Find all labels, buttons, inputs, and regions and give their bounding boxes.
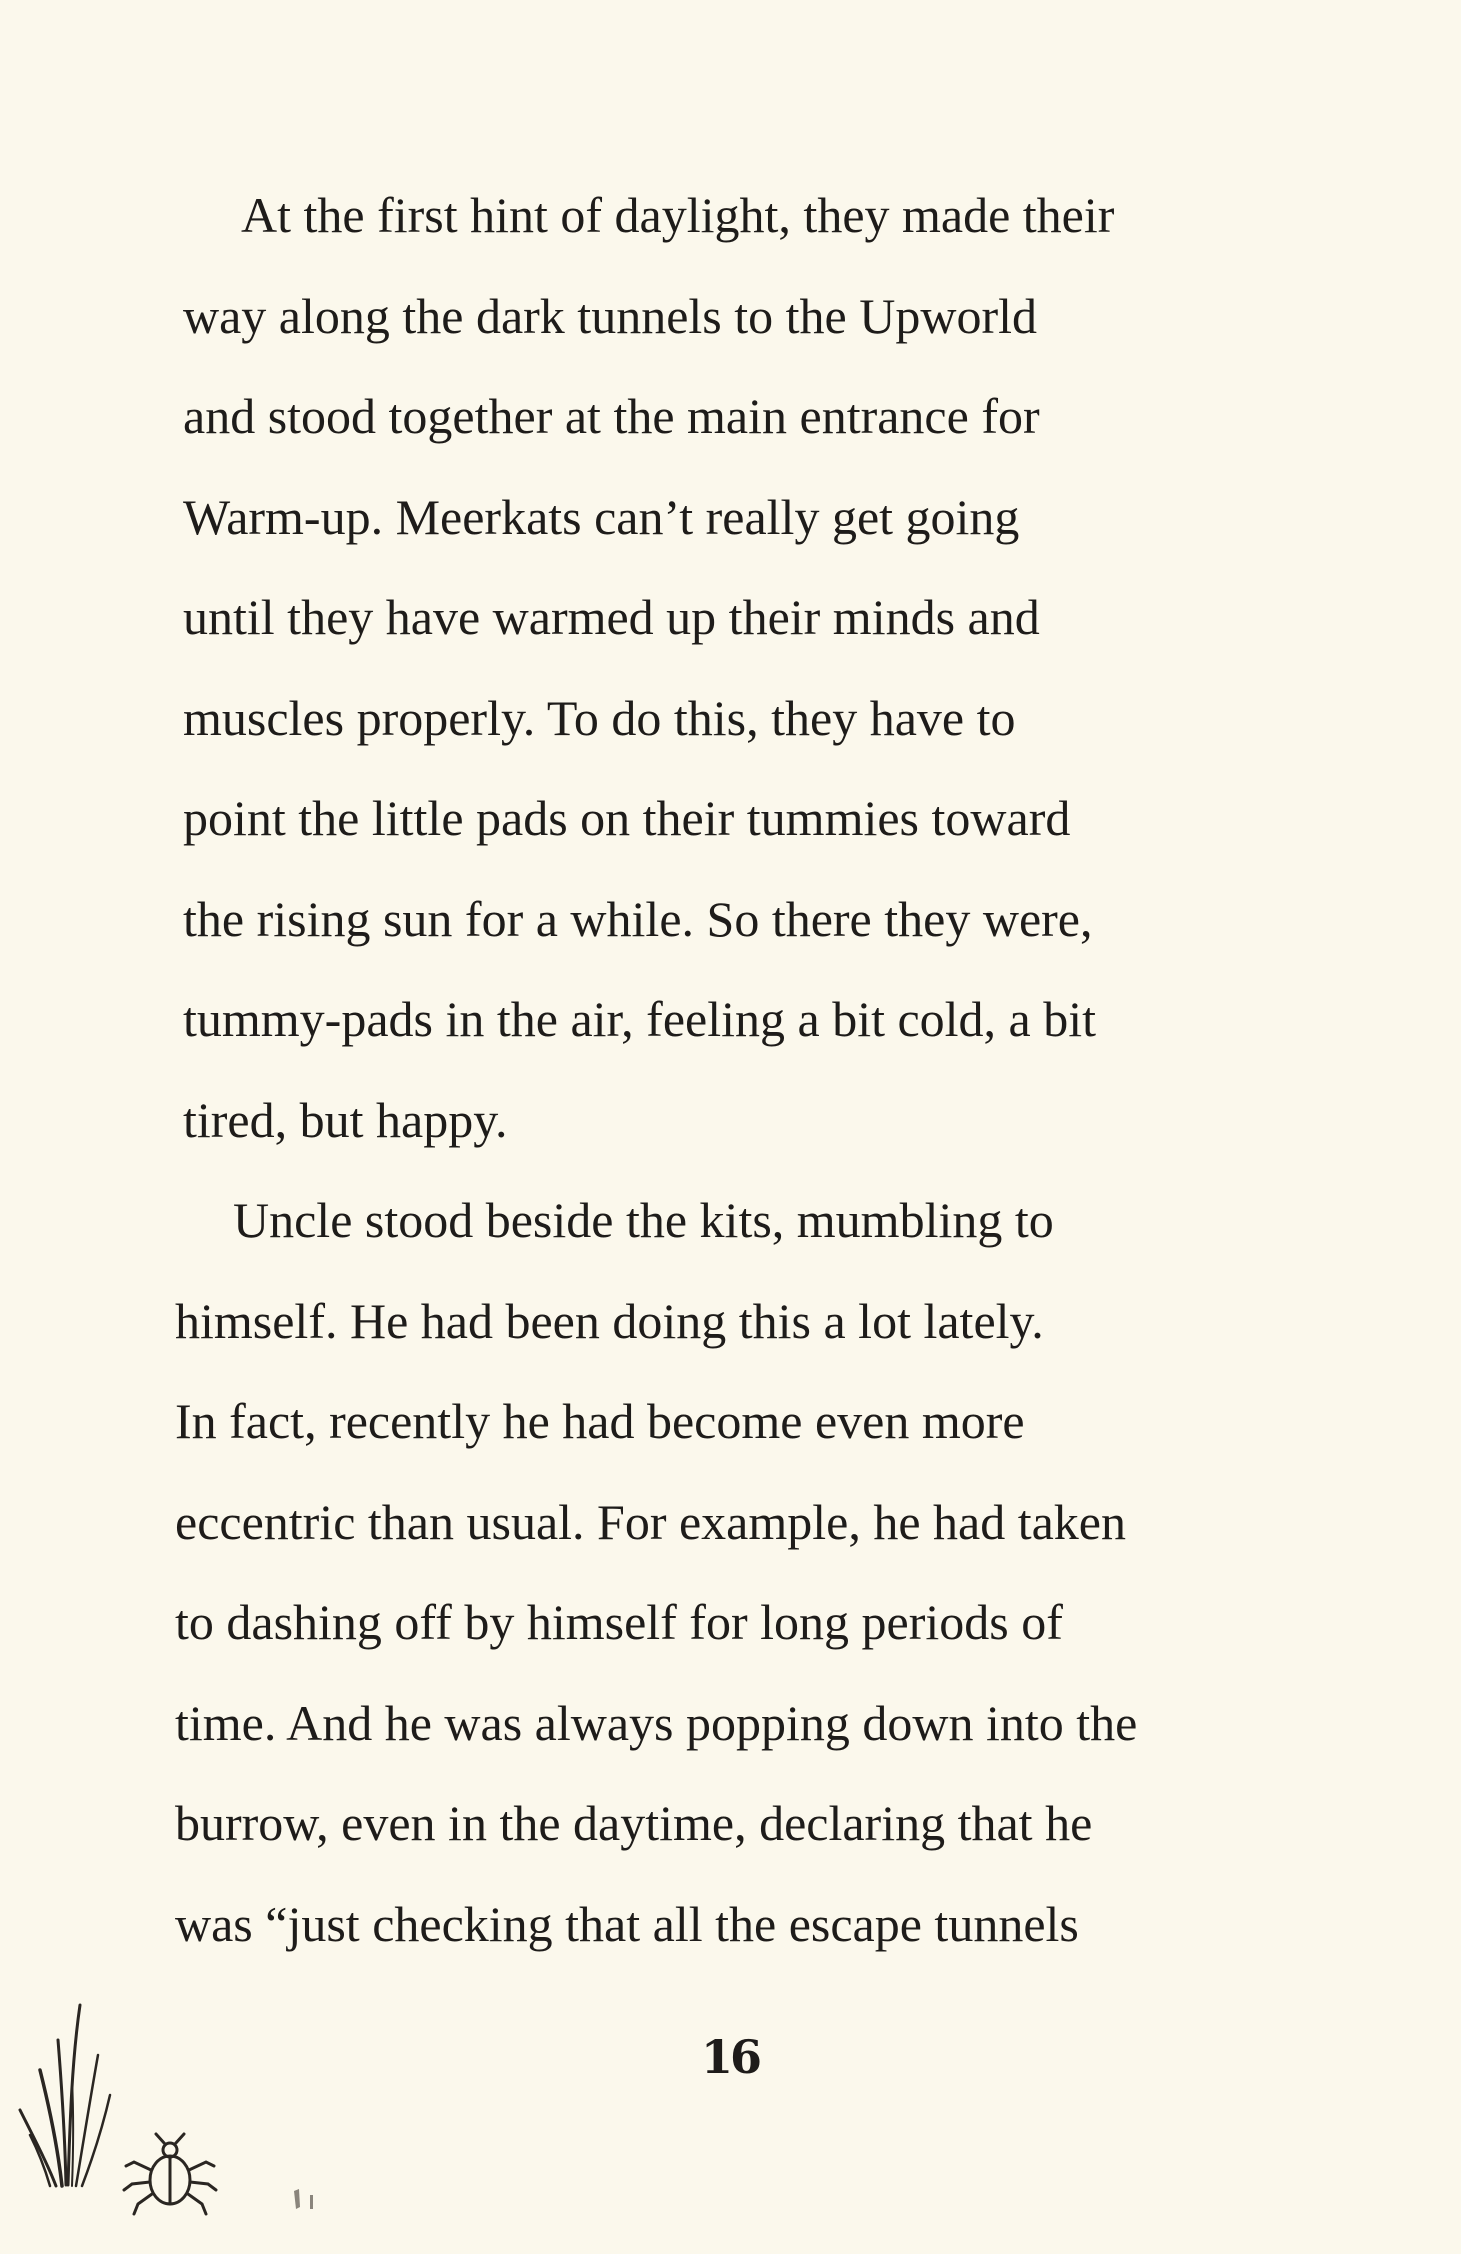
text-line: Uncle stood beside the kits, mumbling to [233,1192,1054,1248]
text-line: tired, but happy. [183,1091,508,1148]
paragraph-1 [183,165,1333,1170]
text-line: point the little pads on their tummies toward [183,790,1071,846]
text-line: eccentric than usual. For example, he had taken [175,1493,1127,1550]
text-line: In fact, recently he had become even more [175,1393,1025,1449]
text-line: the rising sun for a while. So there they were, [183,890,1093,947]
text-line: way along the dark tunnels to the Upworld [183,287,1037,344]
text-line: and stood together at the main entrance for [183,388,1040,444]
text-line: time. And he was always popping down into the [175,1694,1138,1751]
text-line: himself. He had been doing this a lot lately. [175,1292,1044,1349]
beetle-icon [120,2130,220,2220]
text-line: to dashing off by himself for long periods of [175,1594,1063,1650]
text-line: burrow, even in the daytime, declaring that he [175,1795,1093,1851]
grass-tuft-icon [10,2000,120,2190]
text-line: until they have warmed up their minds and [183,589,1040,645]
text-line: tummy-pads in the air, feeling a bit cold, a bit [183,991,1097,1047]
page-number: 16 [700,2030,759,2084]
text-line: was “just checking that all the escape tunnels [175,1895,1079,1952]
text-line: At the first hint of daylight, they made their [241,187,1115,243]
text-line: muscles properly. To do this, they have to [183,689,1016,746]
pebble-icon [290,2185,320,2215]
paragraph-2 [175,1170,1325,1974]
text-line: Warm-up. Meerkats can’t really get going [183,488,1020,545]
